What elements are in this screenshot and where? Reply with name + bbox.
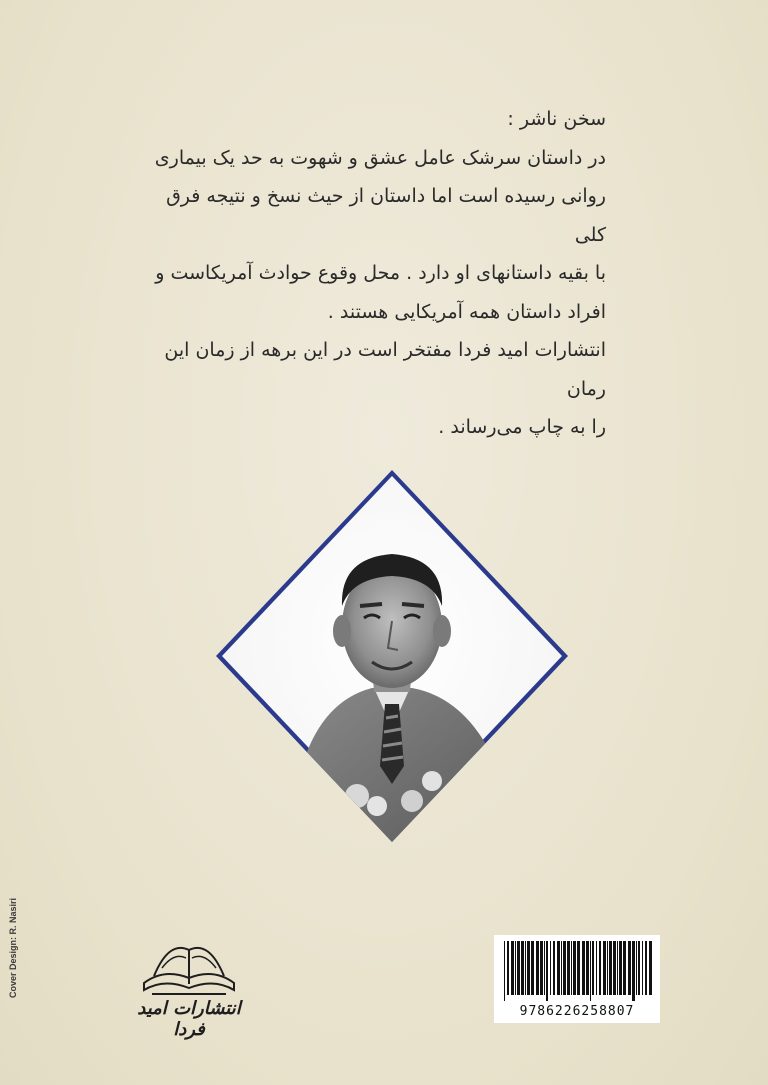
barcode-bar	[599, 941, 601, 995]
isbn-number: 9786226258807	[519, 1004, 635, 1019]
barcode-bar	[511, 941, 514, 995]
isbn-barcode	[494, 935, 660, 1023]
barcode-bar	[582, 941, 585, 995]
open-book-icon	[134, 928, 244, 1000]
barcode-bar	[649, 941, 652, 995]
barcode-bar	[623, 941, 626, 995]
barcode-bar	[603, 941, 606, 995]
barcode-bar	[521, 941, 524, 995]
barcode-bar	[507, 941, 509, 995]
author-photo-frame	[212, 466, 572, 846]
publisher-note-line: انتشارات امید فردا مفتخر است در این برهه از زمان این رمان	[164, 339, 606, 400]
barcode-bar	[577, 941, 580, 995]
barcode-bar	[546, 941, 548, 1001]
barcode-bar	[525, 941, 526, 995]
barcode-bar	[517, 941, 520, 995]
barcode-bar	[531, 941, 534, 995]
barcode-bar	[632, 941, 635, 1001]
barcode-bar	[557, 941, 560, 995]
publisher-note	[136, 100, 606, 447]
barcode-bars	[494, 935, 660, 1003]
barcode-bar	[613, 941, 616, 995]
barcode-bar	[636, 941, 637, 995]
publisher-note-line: در داستان سرشک عامل عشق و شهوت به حد یک بیماری	[154, 146, 606, 169]
publisher-note-heading: سخن ناشر :	[507, 108, 606, 130]
barcode-bar	[504, 941, 505, 1001]
barcode-bar	[590, 941, 591, 1001]
barcode-bar	[515, 941, 516, 995]
barcode-bar	[563, 941, 566, 995]
barcode-bar	[567, 941, 570, 995]
barcode-bar	[540, 941, 543, 995]
barcode-bar	[642, 941, 643, 995]
publisher-note-line: افراد داستان همه آمریکایی هستند .	[327, 300, 606, 323]
barcode-bar	[607, 941, 608, 995]
publisher-logo	[134, 928, 244, 1040]
barcode-bar	[536, 941, 539, 995]
barcode-bar	[619, 941, 622, 995]
author-portrait-icon	[212, 466, 572, 846]
barcode-bar	[638, 941, 640, 995]
publisher-note-line: را به چاپ می‌رساند .	[438, 416, 606, 438]
publisher-note-line: روانی رسیده است اما داستان از حیث نسخ و نتیجه فرق کلی	[166, 185, 606, 246]
barcode-bar	[596, 941, 597, 995]
barcode-bar	[544, 941, 545, 995]
barcode-bar	[527, 941, 530, 995]
publisher-note-line: با بقیه داستانهای او دارد . محل وقوع حوادث آمریکاست و	[155, 262, 606, 284]
barcode-bar	[571, 941, 572, 995]
barcode-bar	[617, 941, 618, 995]
barcode-bar	[553, 941, 555, 995]
barcode-bar	[628, 941, 631, 995]
barcode-bar	[609, 941, 612, 995]
barcode-bar	[586, 941, 589, 995]
barcode-bar	[645, 941, 647, 995]
barcode-bar	[573, 941, 576, 995]
barcode-bar	[550, 941, 551, 995]
publisher-name: انتشارات امید فردا	[137, 998, 241, 1040]
barcode-bar	[592, 941, 594, 995]
barcode-bar	[561, 941, 562, 995]
cover-design-credit: Cover Design: R. Nasiri	[8, 897, 18, 998]
